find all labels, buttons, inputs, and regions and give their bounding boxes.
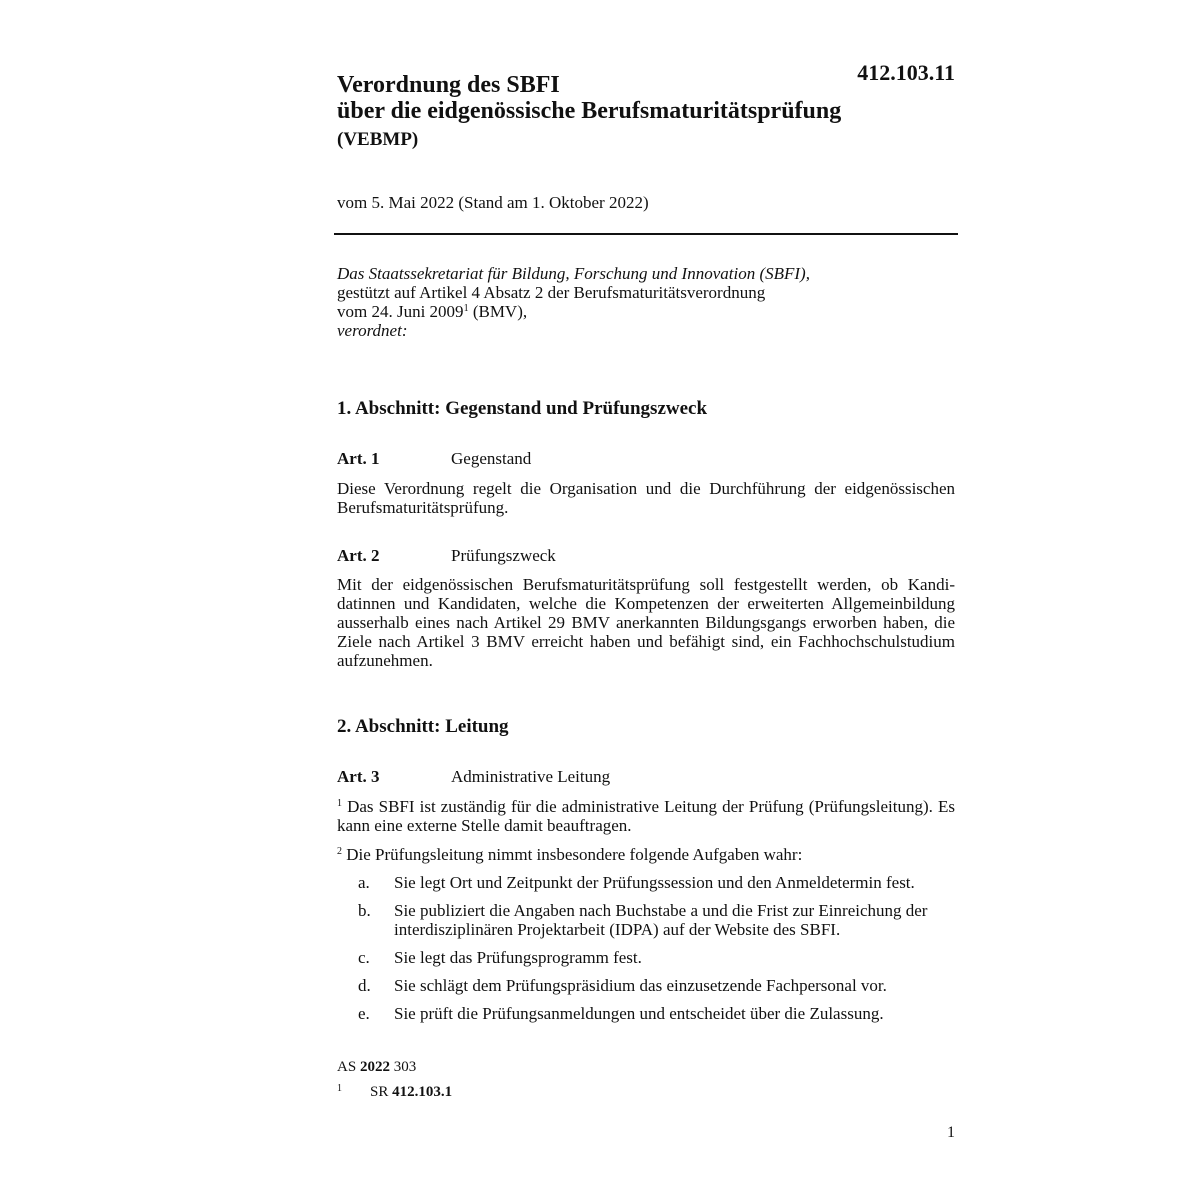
as-page: 303 bbox=[389, 1059, 417, 1075]
preamble-ordains: verordnet: bbox=[337, 321, 408, 340]
article-3-paragraph-2 bbox=[337, 845, 955, 864]
list-item bbox=[337, 948, 955, 967]
paragraph-text: Das SBFI ist zuständig für die administrative Leitung der Prüfung (Prüfungsleitung). Es kann eine externe Stelle damit beauftragen. bbox=[337, 797, 955, 835]
footnote-ref-1[interactable]: 1 bbox=[463, 303, 469, 314]
title-divider bbox=[334, 233, 958, 235]
list-marker: a. bbox=[358, 873, 370, 892]
preamble-basis-date: vom 24. Juni 2009 bbox=[337, 302, 464, 321]
list-marker: d. bbox=[358, 976, 371, 995]
list-item-text: Sie publiziert die Angaben nach Buchstabe a und die Frist zur Einreichung der interdisziplinären Projektarbeit (IDPA) auf der Website des SBFI. bbox=[394, 901, 928, 939]
title-line-1: Verordnung des SBFI bbox=[337, 72, 560, 98]
title-line-2: über die eidgenössische Berufsmaturitätsprüfung bbox=[337, 98, 842, 124]
article-heading-1 bbox=[337, 449, 531, 469]
footnote-prefix: SR bbox=[370, 1084, 393, 1100]
list-item-text: Sie legt das Prüfungsprogramm fest. bbox=[394, 948, 642, 967]
article-title: Gegenstand bbox=[451, 449, 532, 468]
preamble-basis-line-1: gestützt auf Artikel 4 Absatz 2 der Berufsmaturitätsverordnung bbox=[337, 283, 766, 302]
paragraph-text: Die Prüfungsleitung nimmt insbesondere folgende Aufgaben wahr: bbox=[346, 845, 803, 864]
list-item bbox=[337, 901, 955, 939]
preamble-authority: Das Staatssekretariat für Bildung, Forschung und Innovation (SBFI), bbox=[337, 264, 810, 283]
article-number: Art. 2 bbox=[337, 546, 380, 565]
article-1-text: Diese Verordnung regelt die Organisation und die Durchführung der eidgenössischen Berufsmaturitätsprüfung. bbox=[337, 479, 955, 517]
article-3-paragraph-1 bbox=[337, 797, 955, 835]
as-year: 2022 bbox=[359, 1059, 390, 1075]
document-abbreviation: (VEBMP) bbox=[337, 129, 419, 150]
footnote-1 bbox=[337, 1080, 452, 1101]
article-number: Art. 3 bbox=[337, 767, 380, 786]
section-heading-2: 2. Abschnitt: Leitung bbox=[337, 716, 509, 737]
document-title bbox=[337, 72, 897, 124]
list-item-text: Sie legt Ort und Zeitpunkt der Prüfungssession und den Anmeldetermin fest. bbox=[394, 873, 915, 892]
footer-as-reference bbox=[337, 1059, 416, 1076]
preamble bbox=[337, 264, 955, 340]
article-number: Art. 1 bbox=[337, 449, 380, 468]
article-heading-2 bbox=[337, 546, 556, 566]
section-heading-1: 1. Abschnitt: Gegenstand und Prüfungszweck bbox=[337, 398, 708, 419]
document-date: vom 5. Mai 2022 (Stand am 1. Oktober 2022) bbox=[337, 193, 649, 212]
sr-number: 412.103.11 bbox=[857, 60, 955, 85]
article-title: Prüfungszweck bbox=[451, 546, 556, 565]
page-number: 1 bbox=[947, 1124, 955, 1141]
article-3-task-list bbox=[337, 873, 955, 1032]
list-marker: c. bbox=[358, 948, 370, 967]
list-item-text: Sie prüft die Prüfungsanmeldungen und entscheidet über die Zulassung. bbox=[394, 1004, 884, 1023]
list-item bbox=[337, 976, 955, 995]
list-item-text: Sie schlägt dem Prüfungspräsidium das einzusetzende Fachpersonal vor. bbox=[394, 976, 887, 995]
preamble-basis-line-2 bbox=[337, 302, 955, 321]
paragraph-number: 1 bbox=[337, 798, 342, 809]
list-item bbox=[337, 1004, 955, 1023]
footnote-sr-ref[interactable]: 412.103.1 bbox=[392, 1084, 453, 1100]
list-marker: e. bbox=[358, 1004, 370, 1023]
article-heading-3 bbox=[337, 767, 610, 787]
article-2-text: Mit der eidgenössischen Berufsmaturitätsprüfung soll festgestellt werden, ob Kandidatinnen und Kandidaten, welche die Kompetenzen der erweiterten Allgemeinbildung ausserhalb eines nach Artikel 29 BMV anerkannten Bildungsgangs erworben haben, die Ziele nach Artikel 3 BMV erreicht haben und befähigt sind, ein Fachhochschulstudium aufzunehmen. bbox=[337, 575, 955, 670]
article-title: Administrative Leitung bbox=[451, 767, 611, 786]
list-marker: b. bbox=[358, 901, 371, 920]
paragraph-number: 2 bbox=[337, 846, 342, 857]
list-item bbox=[337, 873, 955, 892]
as-prefix: AS bbox=[337, 1059, 360, 1075]
preamble-basis-abbr: (BMV), bbox=[468, 302, 528, 321]
footnote-marker: 1 bbox=[337, 1083, 342, 1094]
